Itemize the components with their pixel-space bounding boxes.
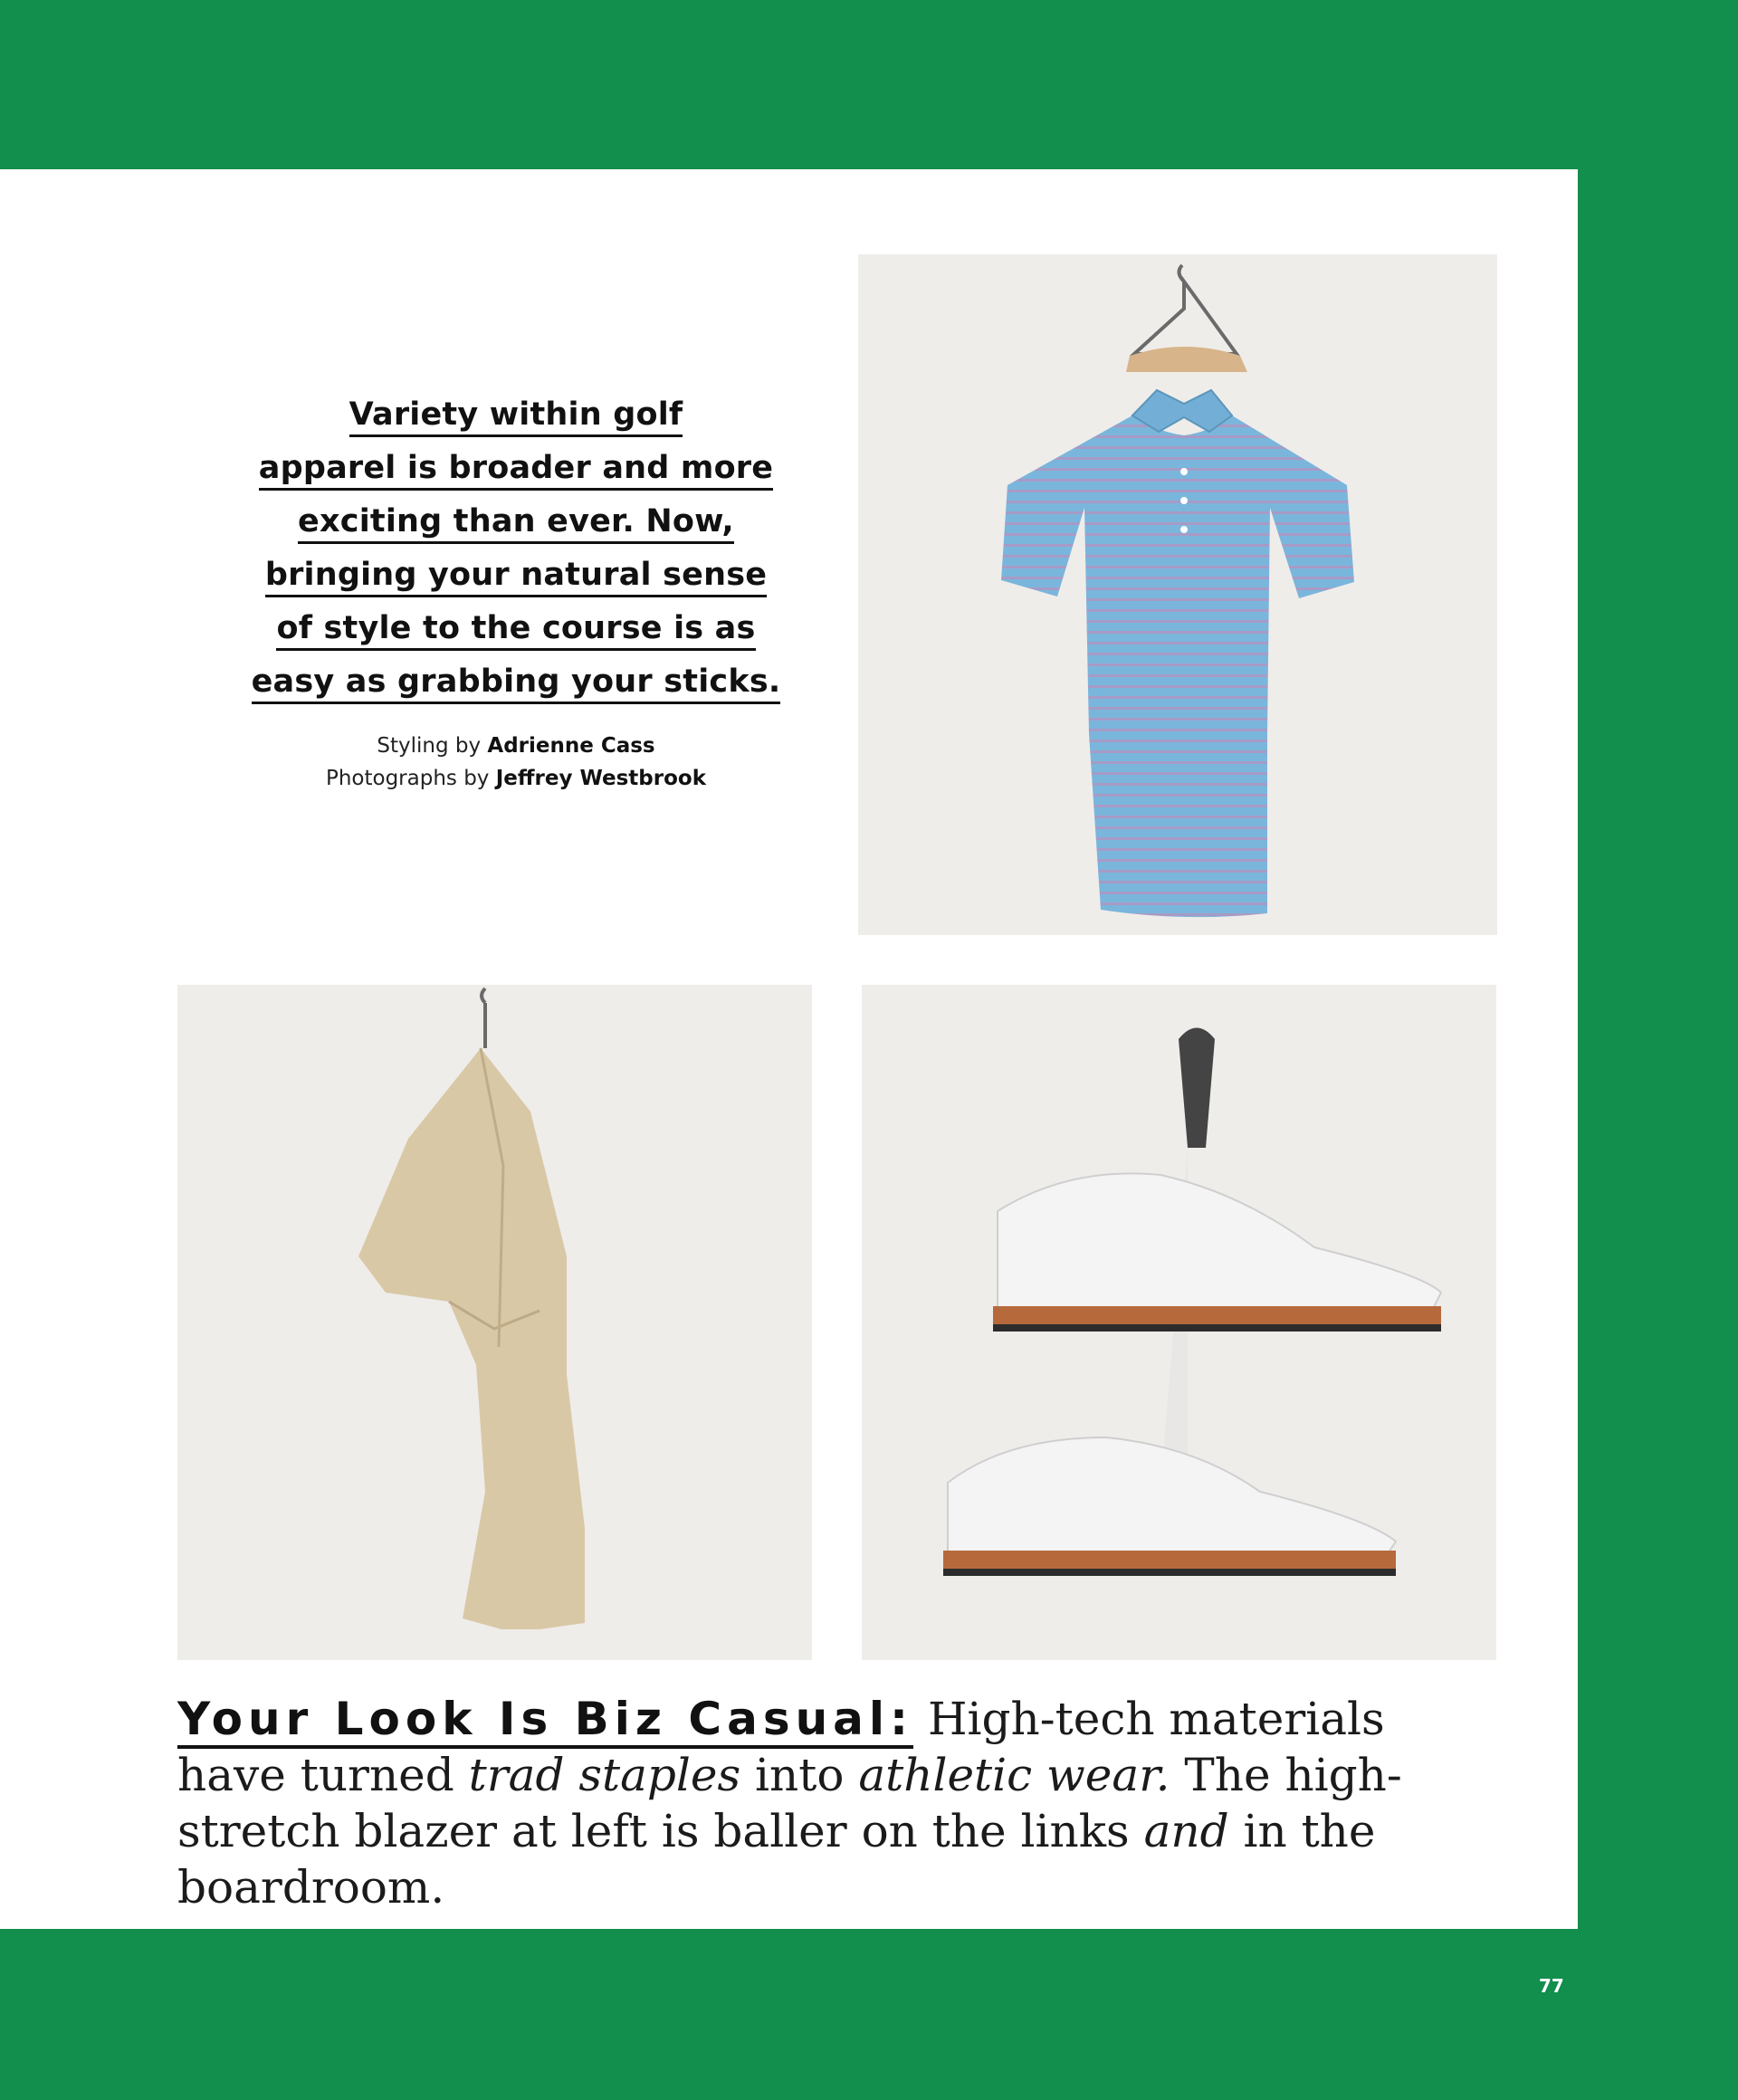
pull-quote	[217, 395, 815, 715]
photographs-credit	[217, 762, 815, 795]
page-number: 77	[1539, 1975, 1564, 1997]
caption-text: in the boardroom.	[177, 1805, 1376, 1914]
polo-shirt-photo	[858, 254, 1497, 935]
pull-quote-line: of style to the course is as	[276, 608, 755, 651]
styling-credit	[217, 730, 815, 762]
khaki-pants-photo	[177, 985, 812, 1660]
golf-shoes-illustration	[862, 985, 1496, 1660]
photographs-name: Jeffrey Westbrook	[495, 767, 707, 790]
pull-quote-line: apparel is broader and more	[259, 448, 773, 491]
photo-credits	[217, 730, 815, 795]
caption	[177, 1691, 1490, 1915]
khaki-pants-illustration	[177, 985, 812, 1660]
caption-emphasis: and	[1143, 1805, 1229, 1857]
caption-text: High-tech materials have turned	[177, 1693, 1385, 1801]
pull-quote-line: bringing your natural sense	[265, 555, 767, 597]
pull-quote-line: easy as grabbing your sticks.	[252, 662, 781, 704]
pull-quote-line: Variety within golf	[349, 395, 683, 437]
styling-prefix: Styling by	[377, 734, 482, 758]
caption-lead: Your Look Is Biz Casual:	[177, 1693, 913, 1749]
styling-name: Adrienne Cass	[487, 734, 655, 758]
golf-shoes-photo	[862, 985, 1496, 1660]
caption-emphasis: athletic wear.	[858, 1749, 1170, 1801]
polo-shirt-illustration	[858, 254, 1497, 935]
caption-emphasis: trad staples	[468, 1749, 741, 1801]
photographs-prefix: Photographs by	[325, 767, 490, 790]
caption-text: The high-stretch blazer at left is baller on the links	[177, 1749, 1402, 1857]
caption-text: into	[740, 1749, 859, 1801]
pull-quote-line: exciting than ever. Now,	[298, 501, 734, 544]
